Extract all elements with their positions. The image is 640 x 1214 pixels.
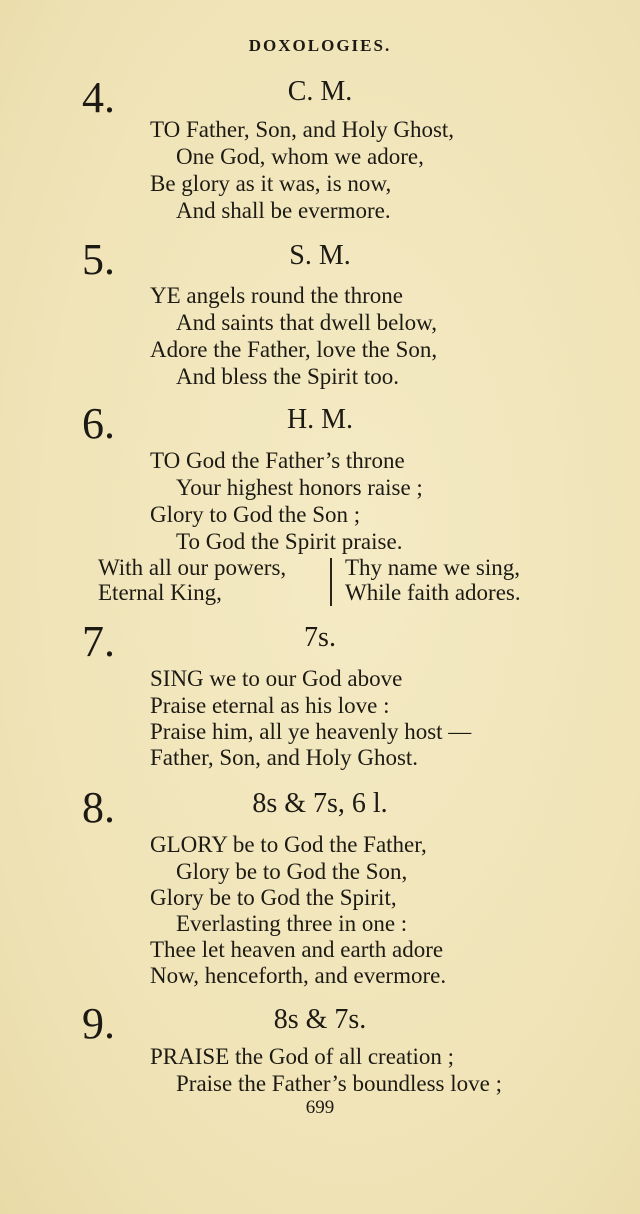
verse-line: Father, Son, and Holy Ghost. [150,745,419,770]
verse-line: And shall be evermore. [176,198,391,223]
verse-line: SING we to our God above [150,666,403,691]
verse-line-right: Thy name we sing, [345,555,521,580]
verse-line: To God the Spirit praise. [176,529,403,554]
verse-line: YE angels round the throne [150,283,403,308]
verse-line: Praise the Father’s boundless love ; [176,1071,502,1096]
verse-line: Now, henceforth, and evermore. [150,963,447,988]
doxology-number: 4. [82,73,115,122]
verse-line: Be glory as it was, is now, [150,171,392,196]
doxology-number: 9. [82,999,115,1048]
verse-line: And bless the Spirit too. [176,364,399,389]
verse-line: One God, whom we adore, [176,144,424,169]
verse-line: PRAISE the God of all creation ; [150,1044,455,1069]
verse-line: Glory to God the Son ; [150,502,361,527]
doxology-number: 7. [82,617,115,666]
doxology-number: 5. [82,235,115,284]
meter-label: H. M. [286,404,354,435]
verse-line: Adore the Father, love the Son, [150,337,438,362]
verse-line: Thee let heaven and earth adore [150,937,444,962]
verse-line: GLORY be to God the Father, [150,832,427,857]
verse-line: Everlasting three in one : [176,911,408,936]
running-header: DOXOLOGIES. [248,36,392,55]
meter-label: 8s & 7s, 6 l. [252,788,388,819]
meter-label: 7s. [304,622,336,653]
verse-line: TO Father, Son, and Holy Ghost, [150,117,455,142]
meter-label: 8s & 7s. [273,1004,367,1035]
verse-line-right: While faith adores. [345,580,521,605]
verse-line: Glory be to God the Spirit, [150,885,397,910]
verse-line-left: With all our powers, [98,555,287,580]
verse-line: Praise him, all ye heavenly host — [150,719,472,744]
verse-line: TO God the Father’s throne [150,448,405,473]
meter-label: C. M. [287,76,353,107]
page-number: 699 [305,1097,335,1118]
verse-line-left: Eternal King, [98,580,222,605]
meter-label: S. M. [289,240,351,271]
doxology-number: 8. [82,783,115,832]
doxology-number: 6. [82,399,115,448]
verse-line: And saints that dwell below, [176,310,438,335]
verse-line: Glory be to God the Son, [176,859,408,884]
verse-line: Praise eternal as his love : [150,693,390,718]
column-divider [330,558,332,606]
verse-line: Your highest honors raise ; [176,475,423,500]
